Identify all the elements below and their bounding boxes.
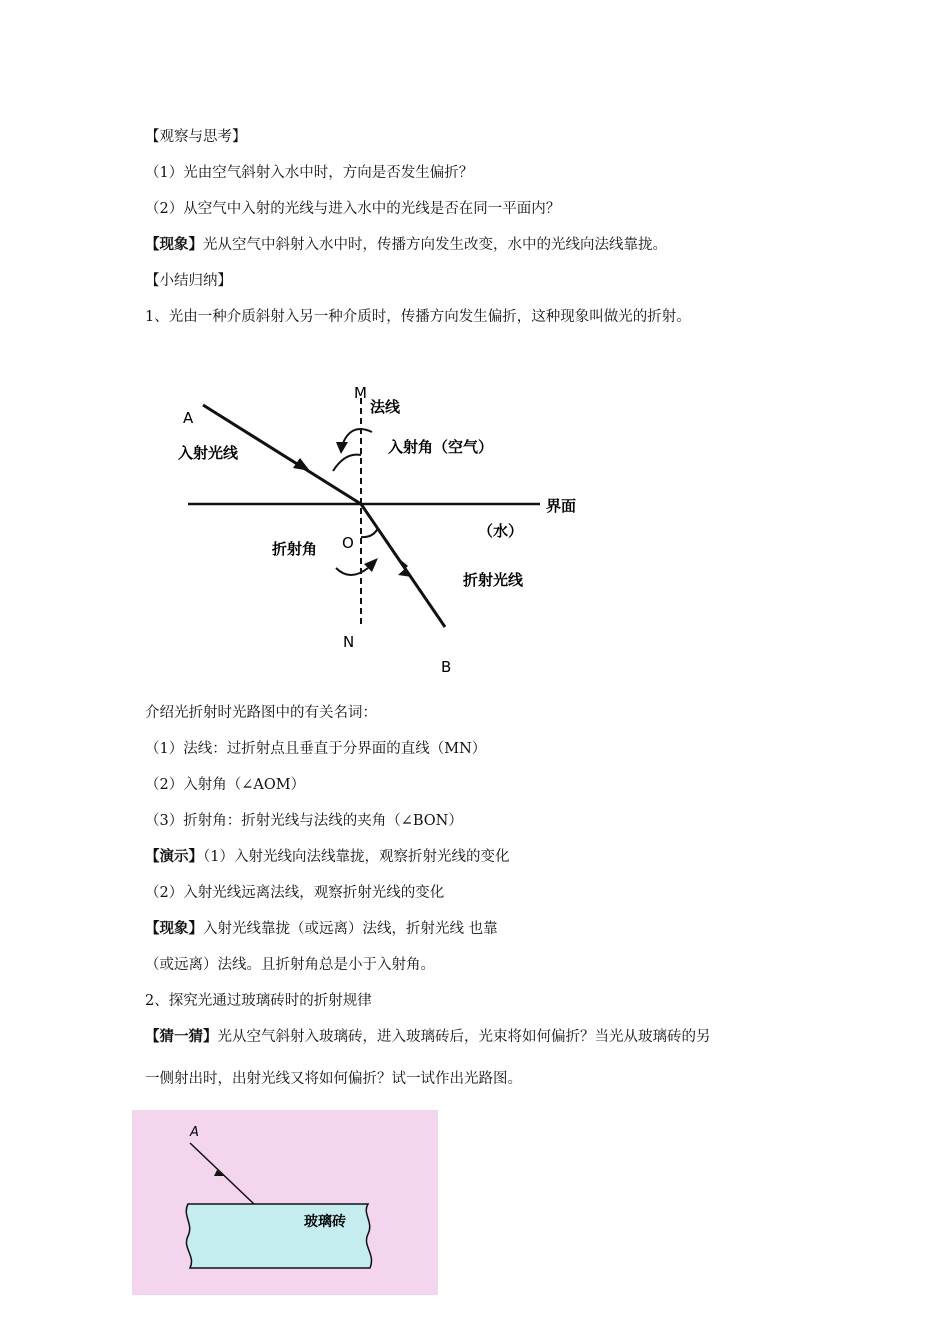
glass-label-A: A (190, 1125, 199, 1140)
phenomenon-text: 光从空气中斜射入水中时，传播方向发生改变，水中的光线向法线靠拢。 (203, 237, 667, 253)
guess-tag: 【猜一猜】 (145, 1028, 218, 1045)
label-interface: 界面 (546, 497, 577, 515)
term-normal: （1）法线：过折射点且垂直于分界面的直线（MN） (145, 741, 487, 757)
question-1: （1）光由空气斜射入水中时，方向是否发生偏折？ (145, 165, 474, 181)
item-2-heading: 2、探究光通过玻璃砖时的折射规律 (145, 993, 372, 1009)
observe-heading: 【观察与思考】 (145, 129, 247, 145)
label-O: O (342, 534, 354, 552)
glass-brick-diagram (132, 1110, 438, 1295)
label-refraction-angle: 折射角 (272, 540, 318, 558)
guess-line-2: 一侧射出时，出射光线又将如何偏折？试一试作出光路图。 (145, 1071, 522, 1087)
label-refracted-ray: 折射光线 (463, 571, 524, 589)
demo-line-2: （2）入射光线远离法线，观察折射光线的变化 (145, 885, 445, 901)
question-2: （2）从空气中入射的光线与进入水中的光线是否在同一平面内？ (145, 201, 561, 217)
refraction-definition: 1、光由一种介质斜射入另一种介质时，传播方向发生偏折，这种现象叫做光的折射。 (145, 309, 691, 325)
refraction-angle-turn-arc (336, 568, 368, 575)
phenomenon-2-text: 入射光线靠拢（或远离）法线，折射光线 也靠 (203, 921, 498, 937)
guess-line-1 (145, 1027, 711, 1047)
guess-text-1: 光从空气斜射入玻璃砖，进入玻璃砖后，光束将如何偏折？当光从玻璃砖的另 (217, 1029, 711, 1045)
refraction-angle-arc (361, 528, 378, 537)
terms-intro: 介绍光折射时光路图中的有关名词： (145, 705, 377, 721)
label-A: A (183, 409, 194, 427)
label-N: N (343, 633, 355, 651)
incident-angle-arc (333, 455, 361, 471)
glass-label: 玻璃砖 (304, 1214, 346, 1230)
phenomenon-2-tag: 【现象】 (145, 920, 203, 937)
incident-arrow-icon (293, 458, 310, 471)
incident-angle-arrow-icon (336, 442, 348, 454)
summary-heading: 【小结归纳】 (145, 273, 232, 289)
phenomenon-line (145, 235, 667, 255)
phenomenon-2-line-2: （或远离）法线。且折射角总是小于入射角。 (145, 957, 435, 973)
term-refraction-angle: （3）折射角：折射光线与法线的夹角（∠BON） (145, 813, 463, 829)
label-M: M (354, 384, 367, 402)
demo-tag: 【演示】 (145, 848, 203, 865)
demo-line-1 (145, 847, 509, 867)
phenomenon-2-line-1 (145, 919, 498, 939)
phenomenon-tag: 【现象】 (145, 236, 203, 253)
label-incident-angle: 入射角（空气） (388, 438, 494, 456)
label-normal: 法线 (370, 398, 401, 416)
label-incident-ray: 入射光线 (178, 444, 239, 462)
label-B: B (441, 658, 452, 676)
demo-1-text: （1）入射光线向法线靠拢，观察折射光线的变化 (203, 849, 510, 865)
term-incident-angle: （2）入射角（∠AOM） (145, 777, 306, 793)
refraction-diagram (0, 370, 950, 700)
label-water: （水） (478, 522, 524, 540)
